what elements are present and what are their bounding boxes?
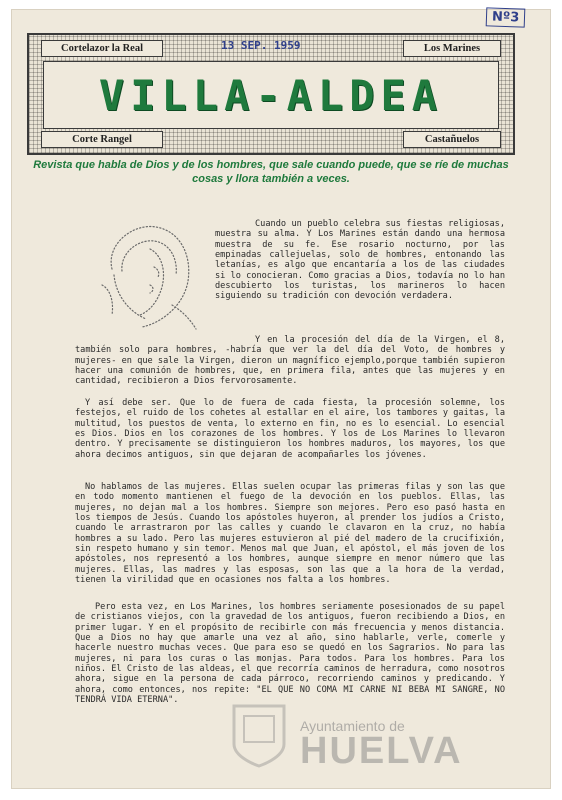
issue-number-stamp: Nº3 bbox=[486, 7, 526, 27]
virgin-sketch-illustration bbox=[92, 215, 204, 333]
paragraph-1-text: Cuando un pueblo celebra sus fiestas religiosas, muestra su alma. Y Los Marines están dando una hermosa muestra de su fe. Ese rosario nocturno, por las empinadas callejuelas, solo de hombres, entonando las letanías, es algo que encantaría a los de las ciudades si lo conocieran. Como gracias a Dios, todavía no lo han descubierto los turistas, los marineros lo hacen siguiendo su tradición con devoción verdadera. bbox=[215, 219, 505, 302]
paragraph-3-text: Y así debe ser. Que lo de fuera de cada fiesta, la procesión solemne, los festejos, el ruido de los cohetes al estallar en el aire, los tambores y gaitas, la multitud, los puestos de venta, lo externo en fin, no es lo esencial. Lo esencial es Dios. Dios en los corazones de los hombres. Y los de Los Marines lo llevaron dentro. Y precisamente se distinguieron los hombres maduros, los mayores, los que ahora decimos antiguos, sin que dejaran de acompañarles los jóvenes. bbox=[75, 398, 505, 460]
watermark-subtitle: Ayuntamiento de bbox=[300, 718, 405, 734]
paragraph-3 bbox=[75, 398, 505, 460]
paragraph-2-text: Y en la procesión del día de la Virgen, el 8, también solo para hombres, -habría que ver la del día del Voto, de hombres y mujeres- en que sale la Virgen, dieron un magnífico ejemplo,porque también supieron hacer una comunión de hombres, que, en primera fila, antes que las mujeres y en cantidad, recibieron a Dios fervorosamente. bbox=[75, 335, 505, 387]
paragraph-5 bbox=[75, 602, 505, 705]
magazine-title: VILLA-ALDEA bbox=[98, 70, 444, 120]
masthead-bottom-left-label: Corte Rangel bbox=[41, 131, 163, 148]
tagline: Revista que habla de Dios y de los hombres, que sale cuando puede, que se ríe de muchas cosas y llora también a veces. bbox=[33, 159, 509, 185]
watermark-name: HUELVA bbox=[300, 730, 463, 772]
paragraph-2 bbox=[75, 335, 505, 387]
title-band bbox=[43, 61, 499, 129]
masthead-top-right-label: Los Marines bbox=[403, 40, 501, 57]
date-stamp: 13 SEP. 1959 bbox=[221, 39, 301, 52]
masthead bbox=[27, 33, 515, 155]
paragraph-5-text: Pero esta vez, en Los Marines, los hombres seriamente posesionados de su papel de cristianos viejos, con la gravedad de los antiguos, fueron recibiendo a Dios, en primer lugar. Y en el propósito de recibirle con más frecuencia y menos distancia. Que a Dios no hay que amarle una vez al año, sino hablarle, verle, comerle y hacerle nuestro muchas veces. Que para eso se quedó en los Sagrarios. No para las mujeres, ni para los curas o las monjas. Para todos. Para los hombres. Para los niños. El Cristo de las aldeas, el que recorría caminos de herradura, como nosotros ahora, sigue en la persona de cada párroco, recorriendo caminos y predicando. Y ahora, como entonces, nos repite: "EL QUE NO COMA MI CARNE NI BEBA MI SANGRE, NO TENDRÁ VIDA ETERNA". bbox=[75, 602, 505, 706]
paragraph-4 bbox=[75, 482, 505, 585]
masthead-top-left-label: Cortelazor la Real bbox=[41, 40, 163, 57]
masthead-bottom-right-label: Castañuelos bbox=[403, 131, 501, 148]
paragraph-1 bbox=[215, 219, 505, 302]
paragraph-4-text: No hablamos de las mujeres. Ellas suelen ocupar las primeras filas y son las que en todo momento mantienen el fuego de la devoción en los pueblos. Ellas, las mujeres, no dejan mal a los hombres. Siempre son mejores. Pero eso pasó hasta en los tiempos de Jesús. Cuando los apóstoles huyeron, al prender los judíos a Cristo, cuando le arrastraron por las calles y cuando le clavaron en la cruz, no había hombres a su lado. Pero las mujeres estuvieron al pié del madero de la crucifixión, sin respeto humano y sin temor. Menos mal que Juan, el apóstol, el más joven de los apóstoles, nos representó a los hombres, aunque siempre en menor número que las mujeres. Ellas, las madres y las esposas, son las que a la hora de la verdad, tienen la virilidad que en ocasiones nos falta a los hombres. bbox=[75, 482, 505, 586]
